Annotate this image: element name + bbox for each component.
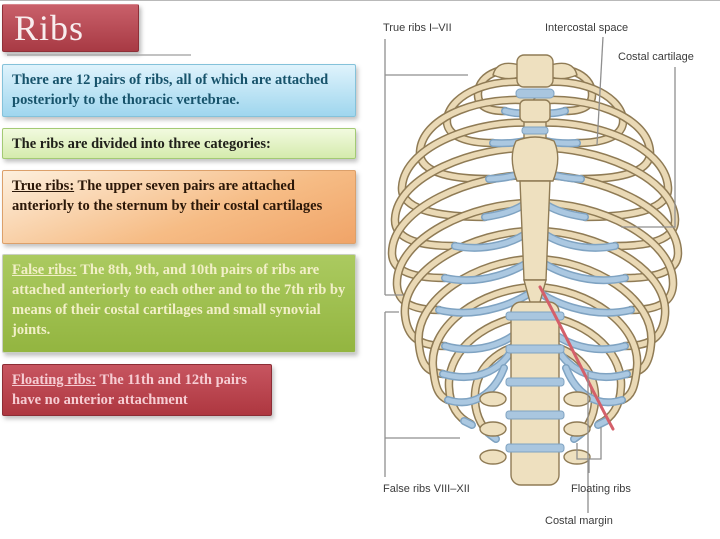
true-ribs-box <box>2 170 356 244</box>
title-box <box>2 4 139 52</box>
label-true-ribs: True ribs I–VII <box>383 22 452 34</box>
title-underline <box>7 54 191 56</box>
floating-ribs-lead: Floating ribs: <box>12 372 97 388</box>
page-title: Ribs <box>14 8 85 48</box>
sternum-body <box>520 181 550 280</box>
categories-box <box>2 128 356 159</box>
lumbar-spine <box>480 302 590 485</box>
categories-text: The ribs are divided into three categories: <box>12 136 271 152</box>
true-ribs-lead: True ribs: <box>12 178 75 194</box>
label-floating-ribs: Floating ribs <box>571 483 631 495</box>
label-intercostal-space: Intercostal space <box>545 22 629 34</box>
manubrium <box>512 137 558 181</box>
false-ribs-lead: False ribs: <box>12 262 77 278</box>
intro-box <box>2 64 356 117</box>
floating-ribs-box <box>2 364 272 416</box>
intro-text: There are 12 pairs of ribs, all of which are attached posteriorly to the thoracic vertebrae. <box>12 72 329 108</box>
ribcage-diagram <box>375 15 720 535</box>
true-ribs-text: The upper seven pairs are attached anteriorly to the sternum by their costal cartilages <box>12 178 323 214</box>
false-ribs-box <box>2 254 356 353</box>
false-ribs-text: The 8th, 9th, and 10th pairs of ribs are attached anteriorly to each other and to the 7th rib by means of their costal cartilages and small synovial joints. <box>12 262 346 338</box>
floating-ribs-text: The 11th and 12th pairs have no anterior attachment <box>12 372 248 408</box>
label-costal-cartilage: Costal cartilage <box>618 51 694 63</box>
label-false-ribs: False ribs VIII–XII <box>383 483 470 495</box>
label-costal-margin: Costal margin <box>545 515 613 527</box>
slide-top-border <box>0 0 720 1</box>
